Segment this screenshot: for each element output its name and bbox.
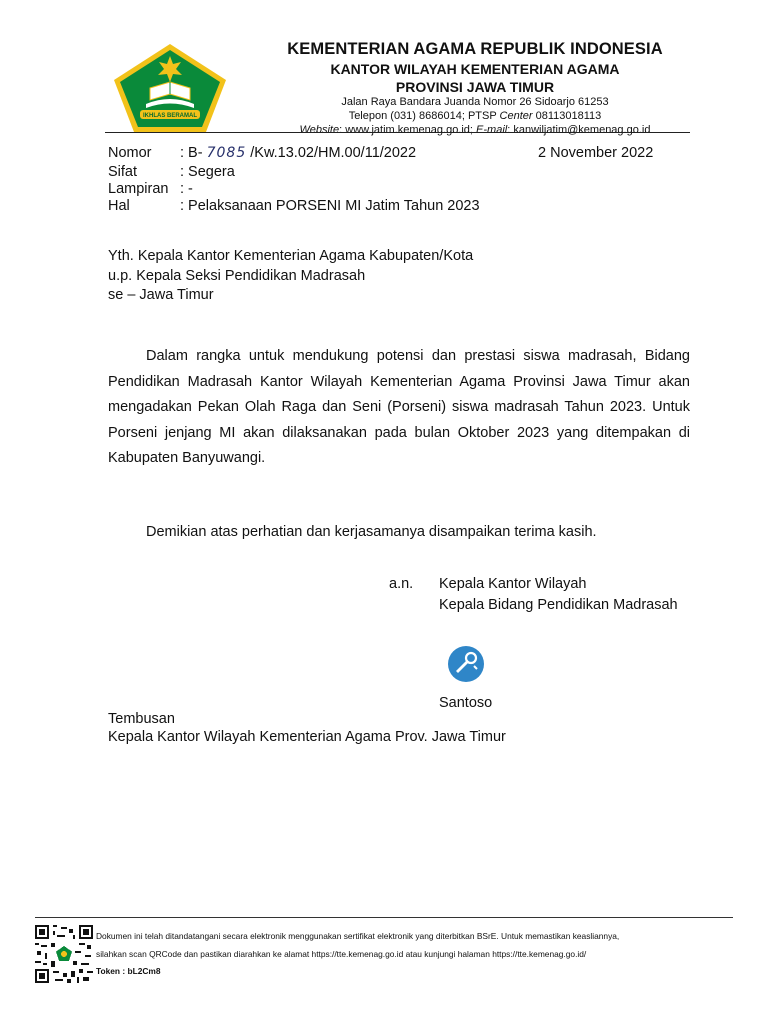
logo-motto: IKHLAS BERAMAL (143, 113, 197, 119)
footer-disclaimer-2: silahkan scan QRCode dan pastikan diarahkan ke alamat https://tte.kemenag.go.id atau kunjungi halaman https://tte.kemenag.go.id/ (96, 949, 587, 959)
letter-meta (108, 145, 668, 225)
nomor-label: Nomor (108, 145, 152, 161)
office-web-email: Website: www.jatim.kemenag.go.id; E-mail: kanwiljatim@kemenag.go.id (299, 124, 651, 136)
office-address: Jalan Raya Bandara Juanda Nomor 26 Sidoarjo 61253 (341, 96, 609, 108)
sifat-value: : Segera (180, 164, 235, 180)
qr-code-icon (35, 925, 93, 983)
office-address-block (240, 95, 710, 137)
copy-recipient: Kepala Kantor Wilayah Kementerian Agama Prov. Jawa Timur (108, 729, 506, 745)
copy-label: Tembusan (108, 711, 175, 727)
office-name: KANTOR WILAYAH KEMENTERIAN AGAMA (330, 61, 620, 77)
signatory-name: Santoso (439, 695, 493, 711)
recipient-block (108, 247, 473, 306)
office-phone: Telepon (031) 8686014; PTSP Center 08113018113 (348, 110, 602, 122)
kemenag-logo (110, 42, 230, 134)
signature-title-2: Kepala Bidang Pendidikan Madrasah (439, 597, 678, 613)
signature-an: a.n. (389, 576, 414, 592)
body-paragraph: Dalam rangka untuk mendukung potensi dan prestasi siswa madrasah, Bidang Pendidikan Madrasah Kantor Wilayah Kementerian Agama Provinsi Jawa Timur akan mengadakan Pekan Olah Raga dan Seni (Porseni) siswa madrasah Tahun 2023. Untuk Porseni jenjang MI akan dilaksanakan pada bulan Oktober 2023 yang ditempakan di Kabupaten Banyuwangi. (108, 348, 690, 467)
hal-value: : Pelaksanaan PORSENI MI Jatim Tahun 2023 (180, 198, 480, 214)
footer-token: Token : bL2Cm8 (96, 966, 161, 976)
recipient-line-3: se – Jawa Timur (108, 287, 214, 303)
lampiran-label: Lampiran (108, 181, 169, 197)
province-name: PROVINSI JAWA TIMUR (395, 79, 555, 95)
signature-title-1: Kepala Kantor Wilayah (439, 576, 587, 592)
sifat-label: Sifat (108, 164, 138, 180)
lampiran-value: : - (180, 181, 193, 197)
footer-disclaimer-1: Dokumen ini telah ditandatangani secara elektronik menggunakan sertifikat elektronik yang diterbitkan BSrE. Untuk memastikan keasliannya, (96, 931, 620, 941)
recipient-line-1: Yth. Kepala Kantor Kementerian Agama Kabupaten/Kota (108, 248, 474, 264)
electronic-signature-icon (446, 644, 486, 684)
ministry-name: KEMENTERIAN AGAMA REPUBLIK INDONESIA (287, 40, 663, 58)
footer-divider (35, 917, 733, 918)
header-divider (105, 132, 690, 133)
nomor-handwritten: 7085 (206, 145, 247, 161)
recipient-line-2: u.p. Kepala Seksi Pendidikan Madrasah (108, 267, 366, 284)
nomor-value: : B- 7085 /Kw.13.02/HM.00/11/2022 (180, 145, 417, 161)
letter-date: 2 November 2022 (538, 145, 654, 161)
closing-sentence: Demikian atas perhatian dan kerjasamanya disampaikan terima kasih. (146, 524, 597, 540)
hal-label: Hal (108, 198, 130, 214)
